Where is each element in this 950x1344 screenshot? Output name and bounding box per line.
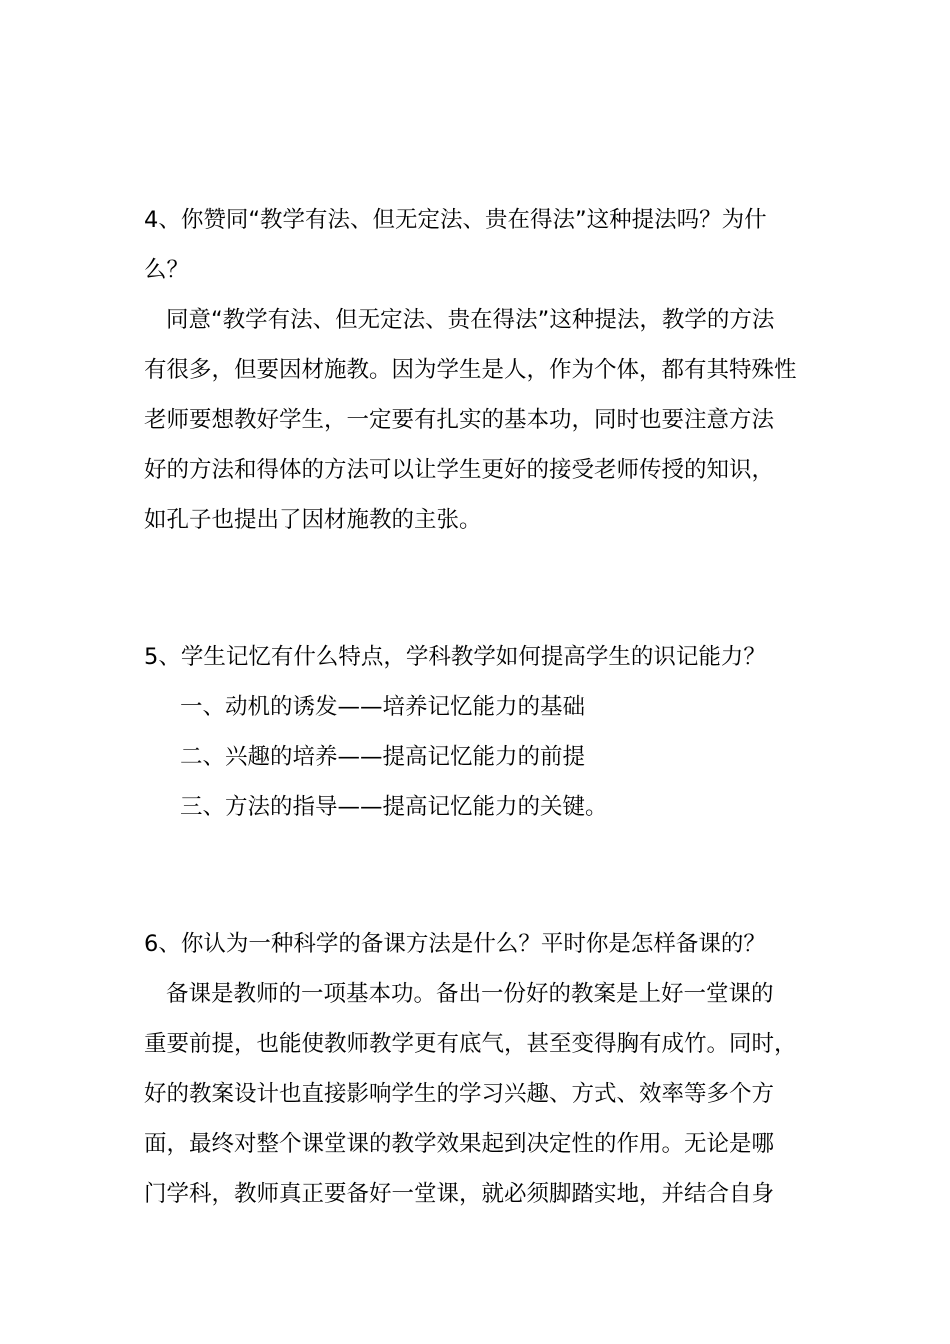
- answer-6-line-1: 备课是教师的一项基本功。备出一份好的教案是上好一堂课的: [166, 981, 774, 1007]
- question-4-line-1: 4、你赞同“教学有法、但无定法、贵在得法”这种提法吗？为什: [144, 207, 767, 233]
- answer-4-line-5: 如孔子也提出了因材施教的主张。: [144, 507, 482, 533]
- answer-6-line-3: 好的教案设计也直接影响学生的学习兴趣、方式、效率等多个方: [144, 1081, 775, 1107]
- answer-4-line-1: 同意“教学有法、但无定法、贵在得法”这种提法，教学的方法: [166, 307, 775, 333]
- answer-4-line-2: 有很多，但要因材施教。因为学生是人，作为个体，都有其特殊性: [144, 357, 797, 383]
- answer-4-line-3: 老师要想教好学生，一定要有扎实的基本功，同时也要注意方法: [144, 407, 775, 433]
- question-4-line-2: 么？: [144, 257, 190, 283]
- answer-5-item-3: 三、方法的指导——提高记忆能力的关键。: [180, 794, 608, 820]
- answer-6-line-4: 面，最终对整个课堂课的教学效果起到决定性的作用。无论是哪: [144, 1131, 775, 1157]
- answer-6-line-5: 门学科，教师真正要备好一堂课，就必须脚踏实地，并结合自身: [144, 1181, 775, 1207]
- answer-5-item-1: 一、动机的诱发——培养记忆能力的基础: [180, 694, 586, 720]
- answer-4-line-4: 好的方法和得体的方法可以让学生更好的接受老师传授的知识，: [144, 457, 775, 483]
- question-6-line-1: 6、你认为一种科学的备课方法是什么？平时你是怎样备课的？: [144, 931, 766, 957]
- answer-5-item-2: 二、兴趣的培养——提高记忆能力的前提: [180, 744, 586, 770]
- answer-6-line-2: 重要前提，也能使教师教学更有底气，甚至变得胸有成竹。同时，: [144, 1031, 797, 1057]
- question-5-line-1: 5、学生记忆有什么特点，学科教学如何提高学生的识记能力？: [144, 644, 766, 670]
